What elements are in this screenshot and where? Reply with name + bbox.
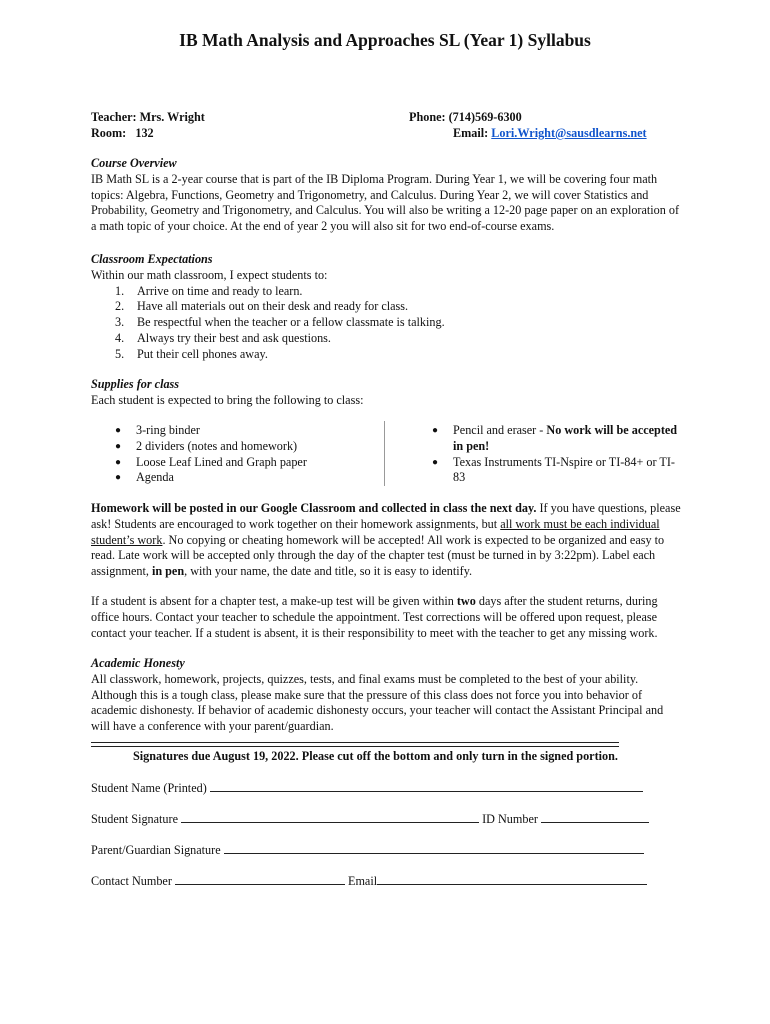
- absence-paragraph: If a student is absent for a chapter test, a make-up test will be given within two days after the student returns, during office hours. Contact your teacher to schedule the appointment. Test corrections will be offered upon request, please contact your teacher. If a student is absent, it is their responsibility to meet with the teacher to get any missing work.: [91, 594, 658, 640]
- expectations-intro: Within our math classroom, I expect students to:: [91, 267, 328, 282]
- email-field-label: Email: [348, 874, 378, 888]
- parent-signature-field[interactable]: [91, 842, 644, 859]
- list-item: ● 2 dividers (notes and homework): [115, 438, 298, 453]
- supplies-intro: Each student is expected to bring the following to class:: [91, 392, 364, 407]
- supplies-right-column: [408, 423, 678, 486]
- email-blank[interactable]: [377, 873, 647, 885]
- teacher-line: [91, 110, 205, 126]
- email-link[interactable]: Lori.Wright@sausdlearns.net: [491, 126, 647, 140]
- email-line: [453, 126, 647, 142]
- list-item: 1. Arrive on time and ready to learn.: [115, 283, 303, 298]
- contact-number-blank[interactable]: [175, 873, 345, 885]
- student-signature-blank[interactable]: [181, 811, 479, 823]
- student-name-blank[interactable]: [210, 780, 643, 792]
- course-overview-section: [91, 156, 681, 235]
- expectations-list: [91, 284, 681, 363]
- teacher-label: Teacher:: [91, 110, 137, 124]
- bullet-icon: ●: [115, 425, 122, 436]
- student-signature-field[interactable]: [91, 811, 649, 828]
- id-number-blank[interactable]: [541, 811, 649, 823]
- student-name-label: Student Name (Printed): [91, 781, 207, 795]
- homework-paragraph: Homework will be posted in our Google Classroom and collected in class the next day. If you have questions, please ask! Students are encouraged to work together on their homework assignments, but all work must be each individual student’s work. No copying or cheating homework will be accepted! All work is expected to be organized and easy to read. Late work will be accepted only through the day of the chapter test (must be turned in by 3:22pm). Label each assignment, in pen, with your name, the date and title, so it is easy to identify.: [91, 501, 681, 579]
- contact-number-label: Contact Number: [91, 874, 172, 888]
- room-label: Room:: [91, 126, 127, 140]
- id-number-label: ID Number: [482, 812, 538, 826]
- list-item: ● Agenda: [115, 470, 174, 485]
- list-item: ● 3-ring binder: [115, 423, 200, 437]
- course-overview-heading: Course Overview: [91, 156, 177, 170]
- academic-honesty-text: All classwork, homework, projects, quizzes, tests, and final exams must be completed to the best of your ability. Although this is a tough class, please make sure that the pressure of this class does not force you into behavior of academic dishonesty. If behavior of academic dishonesty occurs, your teacher will contact the Assistant Principal and will have a conference with your parent/guardian.: [91, 671, 664, 734]
- email-label: Email:: [453, 126, 489, 140]
- student-name-field[interactable]: [91, 780, 643, 797]
- parent-signature-blank[interactable]: [224, 842, 644, 854]
- expectations-section: [91, 252, 681, 363]
- teacher-name: Mrs. Wright: [139, 110, 205, 124]
- page-title: IB Math Analysis and Approaches SL (Year 1) Syllabus: [179, 30, 591, 50]
- academic-honesty-heading: Academic Honesty: [91, 656, 185, 670]
- column-divider: [384, 421, 385, 486]
- bullet-icon: ●: [115, 440, 122, 452]
- phone-line: [409, 110, 522, 126]
- student-signature-label: Student Signature: [91, 812, 178, 826]
- contact-field[interactable]: [91, 873, 647, 890]
- room-value: 132: [135, 126, 154, 140]
- supplies-left-column: [91, 423, 381, 486]
- academic-honesty-section: [91, 656, 681, 735]
- list-item: 5. Put their cell phones away.: [115, 346, 268, 361]
- signatures-notice: Signatures due August 19, 2022. Please cut off the bottom and only turn in the signed portion.: [133, 749, 618, 763]
- list-item: 2. Have all materials out on their desk and ready for class.: [115, 299, 409, 314]
- bullet-icon: ●: [115, 472, 122, 484]
- supplies-heading: Supplies for class: [91, 377, 180, 391]
- list-item: ● Texas Instruments TI-Nspire or TI-84+ or TI-83: [432, 454, 675, 485]
- room-line: [91, 126, 154, 142]
- parent-signature-label: Parent/Guardian Signature: [91, 843, 221, 857]
- list-item: 4. Always try their best and ask questions.: [115, 330, 331, 345]
- bullet-icon: ●: [432, 456, 439, 468]
- cut-line-divider: [91, 742, 619, 747]
- list-item: ● Pencil and eraser - No work will be accepted in pen!: [432, 423, 678, 453]
- supplies-section: [91, 377, 681, 409]
- phone-value: (714)569-6300: [448, 110, 522, 124]
- list-item: 3. Be respectful when the teacher or a fellow classmate is talking.: [115, 315, 445, 330]
- list-item: ● Loose Leaf Lined and Graph paper: [115, 454, 307, 469]
- course-overview-text: IB Math SL is a 2-year course that is part of the IB Diploma Program. During Year 1, we will be covering four math topics: Algebra, Functions, Geometry and Trigonometry, and Calculus. During Year 2, we will cover Statistics and Probability, Geometry and Trigonometry, and Calculus. You will also be writing a 12-20 page paper on an exploration of a math topic of your choice. At the end of year 2 you will also sit for two end-of-course exams.: [91, 171, 680, 234]
- bullet-icon: ●: [115, 456, 122, 468]
- expectations-heading: Classroom Expectations: [91, 252, 213, 266]
- phone-label: Phone:: [409, 110, 446, 124]
- bullet-icon: ●: [432, 425, 439, 436]
